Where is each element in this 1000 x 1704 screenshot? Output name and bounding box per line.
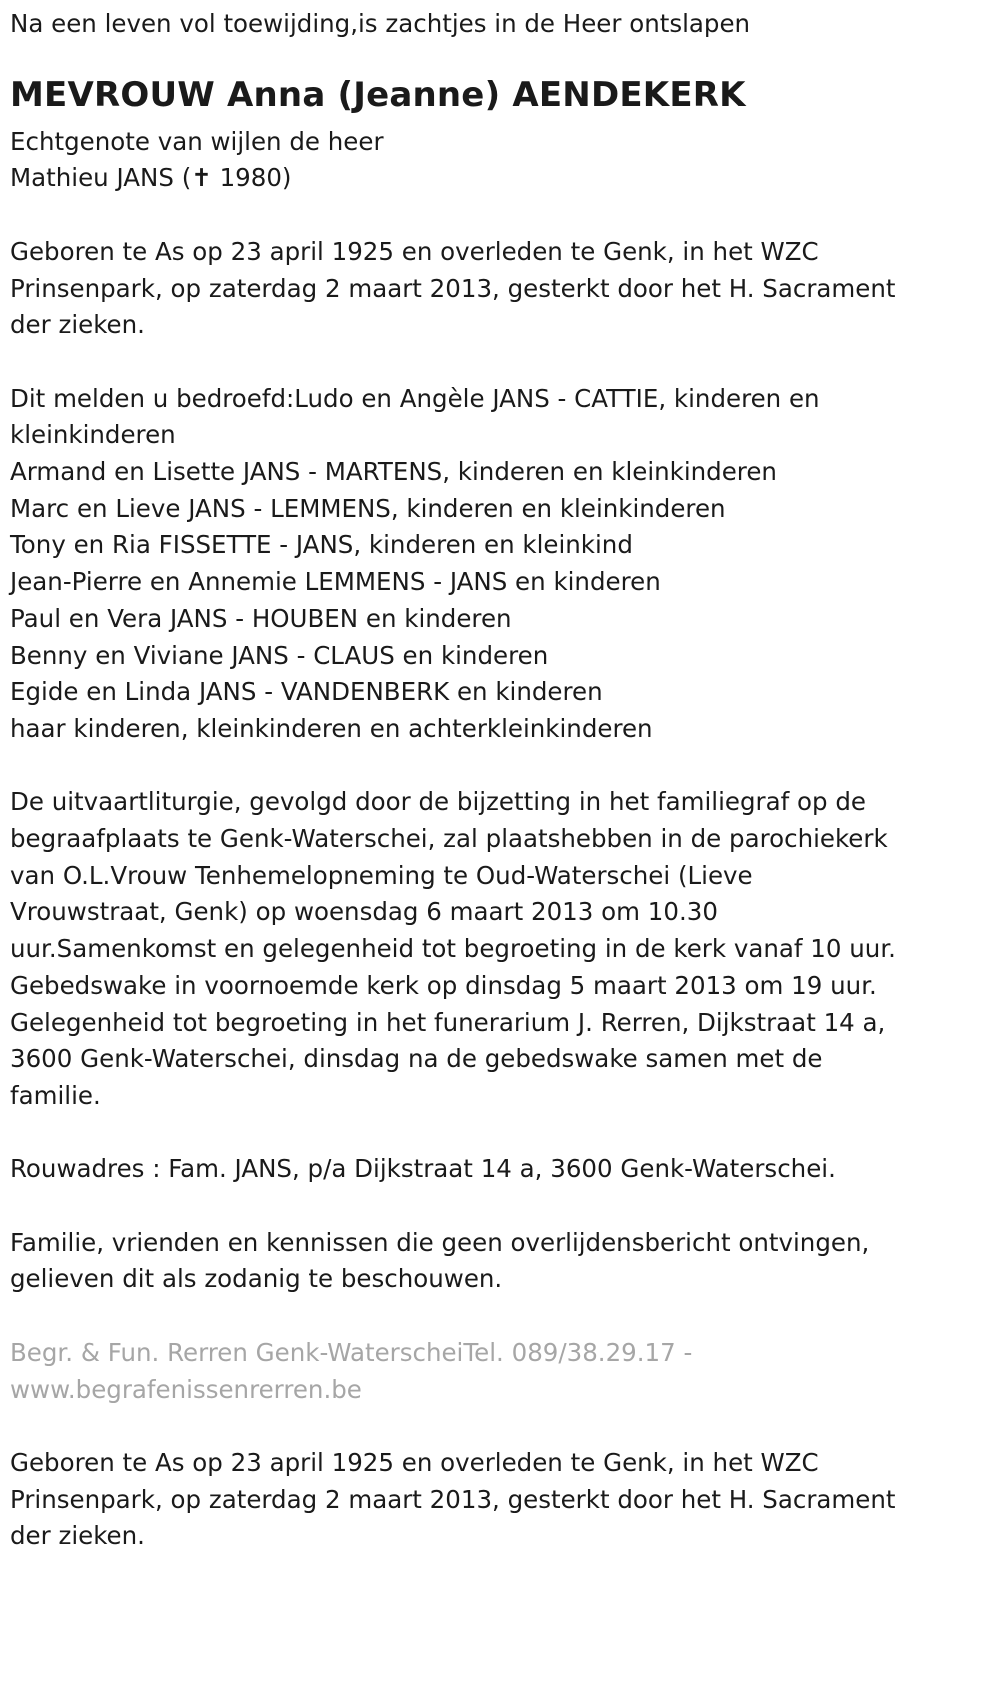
birth-death-line: der zieken.	[10, 1521, 145, 1551]
ceremony-line: 3600 Genk-Waterschei, dinsdag na de gebedswake samen met de	[10, 1044, 823, 1074]
spouse-info	[10, 124, 985, 197]
mourner-family: Marc en Lieve JANS - LEMMENS, kinderen en kleinkinderen	[10, 493, 726, 523]
birth-death-line: Prinsenpark, op zaterdag 2 maart 2013, gesterkt door het H. Sacrament	[10, 273, 896, 303]
birth-death-line: Geboren te As op 23 april 1925 en overleden te Genk, in het WZC	[10, 1447, 819, 1477]
ceremony-paragraph	[10, 784, 985, 1114]
ceremony-line: Vrouwstraat, Genk) op woensdag 6 maart 2013 om 10.30	[10, 897, 718, 927]
ceremony-line: familie.	[10, 1080, 101, 1110]
mourners-intro-cont: kleinkinderen	[10, 420, 176, 450]
mourner-family: Armand en Lisette JANS - MARTENS, kinderen en kleinkinderen	[10, 457, 777, 486]
mourners-intro: Dit melden u bedroefd:Ludo en Angèle JANS - CATTIE, kinderen en	[10, 383, 820, 413]
ceremony-line: van O.L.Vrouw Tenhemelopneming te Oud-Waterschei (Lieve	[10, 860, 753, 890]
ceremony-line: Gebedswake in voornoemde kerk op dinsdag 5 maart 2013 om 19 uur.	[10, 970, 877, 1000]
mourner-family: Jean-Pierre en Annemie LEMMENS - JANS en kinderen	[10, 567, 661, 597]
birth-death-line: Geboren te As op 23 april 1925 en overleden te Genk, in het WZC	[10, 236, 819, 266]
ceremony-line: begraafplaats te Genk-Waterschei, zal plaatshebben in de parochiekerk	[10, 824, 888, 854]
funeral-home-info	[10, 1335, 985, 1408]
mourner-family: Paul en Vera JANS - HOUBEN en kinderen	[10, 603, 512, 633]
birth-death-paragraph	[10, 234, 985, 344]
notice-paragraph	[10, 1225, 985, 1298]
mourner-family: Egide en Linda JANS - VANDENBERK en kinderen	[10, 677, 603, 707]
mourner-family: haar kinderen, kleinkinderen en achterkleinkinderen	[10, 713, 653, 743]
birth-death-repeat-paragraph	[10, 1445, 985, 1555]
intro-text: Na een leven vol toewijding,is zachtjes in de Heer ontslapen	[10, 9, 751, 38]
ceremony-line: Gelegenheid tot begroeting in het funerarium J. Rerren, Dijkstraat 14 a,	[10, 1007, 886, 1037]
mourner-family: Benny en Viviane JANS - CLAUS en kinderen	[10, 640, 549, 670]
birth-death-line: Prinsenpark, op zaterdag 2 maart 2013, gesterkt door het H. Sacrament	[10, 1484, 896, 1514]
spouse-line: Echtgenote van wijlen de heer	[10, 126, 384, 156]
obituary-notice	[10, 0, 985, 1555]
deceased-name: MEVROUW Anna (Jeanne) AENDEKERK	[10, 74, 746, 115]
notice-line: gelieven dit als zodanig te beschouwen.	[10, 1264, 503, 1294]
ceremony-line: De uitvaartliturgie, gevolgd door de bijzetting in het familiegraf op de	[10, 787, 866, 817]
mourning-address: Rouwadres : Fam. JANS, p/a Dijkstraat 14 a, 3600 Genk-Waterschei.	[10, 1154, 836, 1184]
mourners-list	[10, 381, 985, 748]
spouse-name: Mathieu JANS (✝ 1980)	[10, 163, 292, 193]
notice-line: Familie, vrienden en kennissen die geen overlijdensbericht ontvingen,	[10, 1227, 870, 1257]
funeral-home-website: www.begrafenissenrerren.be	[10, 1374, 362, 1404]
mourner-family: Tony en Ria FISSETTE - JANS, kinderen en kleinkind	[10, 530, 633, 560]
ceremony-line: uur.Samenkomst en gelegenheid tot begroeting in de kerk vanaf 10 uur.	[10, 934, 896, 964]
birth-death-line: der zieken.	[10, 310, 145, 340]
funeral-home-line: Begr. & Fun. Rerren Genk-WaterscheiTel. 089/38.29.17 -	[10, 1337, 693, 1367]
